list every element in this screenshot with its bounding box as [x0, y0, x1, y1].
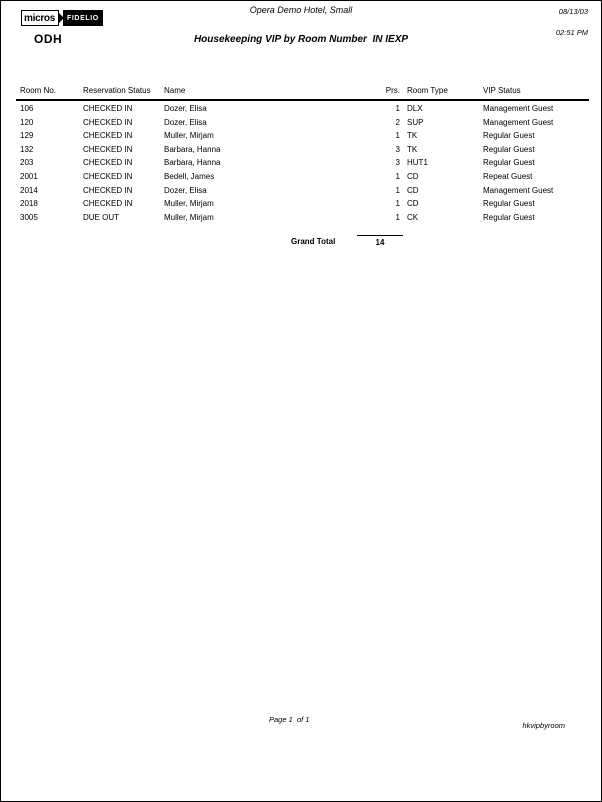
cell-name: Bedell, James [164, 171, 215, 181]
cell-prs: 1 [395, 131, 400, 141]
report-time: 02:51 PM [555, 28, 588, 37]
cell-reservation-status: CHECKED IN [83, 199, 133, 209]
cell-prs: 1 [395, 199, 400, 209]
logo-fidelio-text: FIDELIO [63, 10, 103, 26]
cell-prs: 2 [395, 117, 400, 127]
cell-room-no: 106 [20, 104, 34, 113]
cell-reservation-status: CHECKED IN [83, 117, 133, 127]
cell-room-type: TK [407, 131, 418, 141]
column-header-room-type: Room Type [400, 86, 483, 100]
table-row [16, 184, 589, 198]
cell-room-no: 3005 [20, 212, 38, 222]
cell-room-type: CD [407, 199, 419, 209]
cell-room-no: 129 [20, 131, 34, 141]
report-date: 08/13/03 [558, 7, 588, 16]
cell-prs: 1 [395, 104, 400, 113]
table-row [16, 211, 589, 225]
cell-room-type: SUP [407, 117, 424, 127]
grand-total-label: Grand Total [291, 237, 336, 246]
cell-reservation-status: DUE OUT [83, 212, 119, 222]
grand-total-row [1, 233, 602, 249]
cell-vip-status: Regular Guest [483, 158, 535, 168]
cell-reservation-status: CHECKED IN [83, 185, 133, 195]
cell-vip-status: Regular Guest [483, 212, 535, 222]
column-header-vip-status: VIP Status [483, 86, 589, 100]
column-header-prs: Prs. [381, 86, 400, 100]
cell-vip-status: Management Guest [483, 117, 554, 127]
table-row [16, 157, 589, 171]
cell-reservation-status: CHECKED IN [83, 104, 133, 113]
table-row [16, 100, 589, 116]
report-table [16, 86, 589, 225]
cell-room-type: DLX [407, 104, 423, 113]
cell-room-no: 2018 [20, 199, 38, 209]
cell-vip-status: Management Guest [483, 185, 554, 195]
cell-name: Muller, Mirjam [164, 131, 214, 141]
table-row [16, 170, 589, 184]
cell-room-type: CK [407, 212, 419, 222]
cell-room-no: 2001 [20, 171, 38, 181]
cell-prs: 1 [395, 171, 400, 181]
cell-room-no: 2014 [20, 185, 38, 195]
cell-prs: 1 [395, 212, 400, 222]
report-title: Housekeeping VIP by Room Number IN IEXP [193, 34, 409, 45]
cell-reservation-status: CHECKED IN [83, 171, 133, 181]
cell-prs: 1 [395, 185, 400, 195]
column-header-room-no: Room No. [16, 86, 83, 100]
report-id: hkvipbyroom [522, 721, 565, 730]
table-row [16, 197, 589, 211]
cell-vip-status: Management Guest [483, 104, 554, 113]
cell-name: Barbara, Hanna [164, 144, 221, 154]
cell-reservation-status: CHECKED IN [83, 144, 133, 154]
cell-room-type: TK [407, 144, 418, 154]
cell-vip-status: Regular Guest [483, 144, 535, 154]
page-number: Page 1 of 1 [269, 715, 310, 724]
cell-name: Dozer, Elisa [164, 117, 207, 127]
cell-reservation-status: CHECKED IN [83, 158, 133, 168]
cell-room-no: 132 [20, 144, 34, 154]
cell-name: Barbara, Hanna [164, 158, 221, 168]
cell-name: Dozer, Elisa [164, 104, 207, 113]
cell-prs: 3 [395, 158, 400, 168]
hotel-name: Opera Demo Hotel, Small [249, 5, 353, 15]
table-row [16, 116, 589, 130]
table-row [16, 129, 589, 143]
cell-room-type: CD [407, 171, 419, 181]
cell-reservation-status: CHECKED IN [83, 131, 133, 141]
cell-room-no: 120 [20, 117, 34, 127]
cell-room-no: 203 [20, 158, 34, 168]
table-row [16, 143, 589, 157]
property-code: ODH [34, 32, 63, 46]
logo-micros-text: micros [21, 10, 59, 26]
table-header-row [16, 86, 589, 100]
cell-room-type: HUT1 [407, 158, 428, 168]
cell-vip-status: Regular Guest [483, 131, 535, 141]
column-header-name: Name [164, 86, 381, 100]
grand-total-value: 14 [357, 235, 403, 247]
cell-room-type: CD [407, 185, 419, 195]
cell-vip-status: Regular Guest [483, 199, 535, 209]
column-header-reservation-status: Reservation Status [83, 86, 164, 100]
cell-prs: 3 [395, 144, 400, 154]
cell-name: Muller, Mirjam [164, 212, 214, 222]
cell-name: Dozer, Elisa [164, 185, 207, 195]
cell-vip-status: Repeat Guest [483, 171, 533, 181]
cell-name: Muller, Mirjam [164, 199, 214, 209]
